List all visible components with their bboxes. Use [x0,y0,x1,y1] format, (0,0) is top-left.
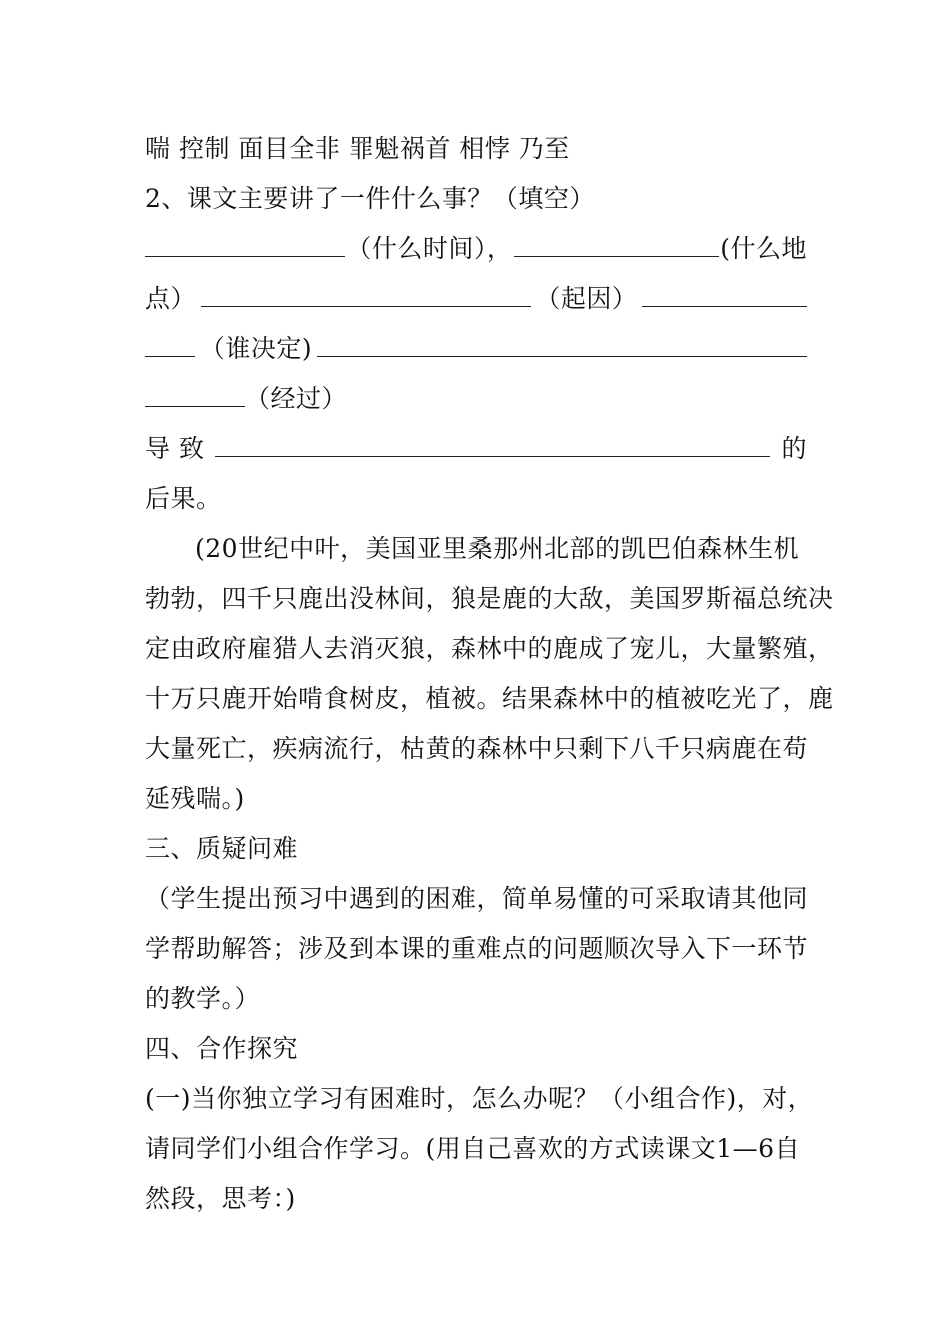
section-3-line-2: 学帮助解答；涉及到本课的重难点的问题顺次导入下一环节 [145,934,809,963]
answer-line-6: 延残喘。) [145,784,245,813]
label-who: （谁决定) [199,334,313,363]
label-where-a: (什么地 [720,234,807,263]
question-2-title: 2、课文主要讲了一件什么事？（填空） [145,184,595,213]
answer-line-1: (20世纪中叶，美国亚里桑那州北部的凯巴伯森林生机 [195,534,800,563]
blank-who-a[interactable] [642,282,807,307]
section-4-line-1: (一)当你独立学习有困难时，怎么办呢？（小组合作)，对， [145,1084,814,1113]
vocab-line: 喘 控制 面目全非 罪魁祸首 相悖 乃至 [145,134,570,163]
label-cause: （起因） [535,284,638,313]
blank-process-b[interactable] [145,382,245,407]
label-lead: 导 致 [145,434,205,463]
label-where-b: 点） [145,284,197,313]
label-when: （什么时间）， [346,234,513,263]
fill-line-3 [145,332,807,366]
fill-line-4 [145,382,807,416]
section-4-heading: 四、合作探究 [145,1034,299,1063]
section-3-line-1: （学生提出预习中遇到的困难，简单易懂的可采取请其他同 [145,884,809,913]
fill-line-1 [145,232,807,266]
section-3-heading: 三、质疑问难 [145,834,299,863]
answer-line-5: 大量死亡，疾病流行，枯黄的森林中只剩下八千只病鹿在苟 [145,734,809,763]
section-3-line-3: 的教学。） [145,984,261,1013]
blank-who-b[interactable] [145,332,195,357]
answer-line-4: 十万只鹿开始啃食树皮，植被。结果森林中的植被吃光了，鹿 [145,684,834,713]
fill-line-2 [145,282,807,316]
label-result: 后果。 [145,484,222,513]
blank-cause[interactable] [201,282,531,307]
label-de: 的 [781,434,807,463]
label-process: （经过） [245,384,348,413]
answer-line-3: 定由政府雇猎人去消灭狼，森林中的鹿成了宠儿，大量繁殖， [145,634,834,663]
answer-line-2: 勃勃，四千只鹿出没林间，狼是鹿的大敌，美国罗斯福总统决 [145,584,834,613]
blank-when[interactable] [145,232,345,257]
section-4-line-3: 然段，思考：) [145,1184,296,1213]
fill-line-5 [145,432,807,466]
blank-process-a[interactable] [317,332,807,357]
section-4-line-2: 请同学们小组合作学习。(用自己喜欢的方式读课文1—6自 [145,1134,801,1163]
blank-result[interactable] [215,432,770,457]
blank-where[interactable] [514,232,719,257]
